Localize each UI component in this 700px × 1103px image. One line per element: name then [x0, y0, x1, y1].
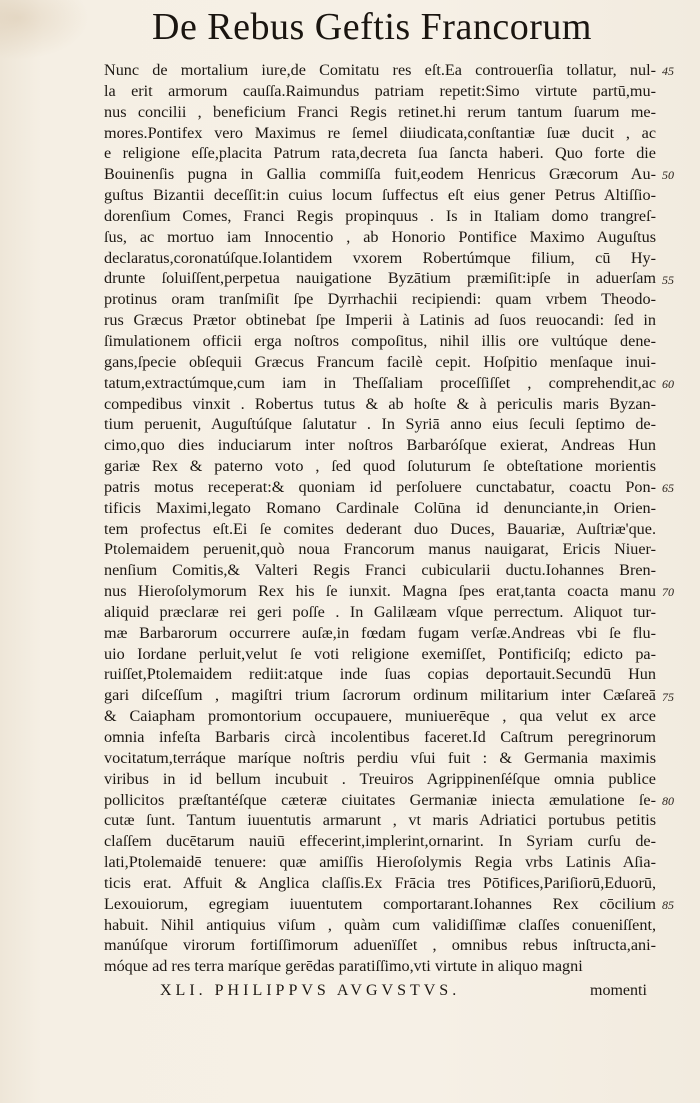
signature-mark: XLI. PHILIPPVS AVGVSTVS.	[160, 982, 461, 999]
text-line: Lexouiorum, egregiam iuuentutem comportarant.Iohannes Rex cōcilium	[104, 894, 656, 913]
margin-number: 65	[662, 481, 674, 495]
text-line: móque ad res terra maríque gerēdas paratiſſimo,vti virtute in aliquo magni	[104, 957, 583, 976]
margin-number: 85	[662, 898, 674, 912]
margin-number: 70	[662, 585, 674, 600]
text-line: Nunc de mortalium iure,de Comitatu res eſt.Ea controuerſia tollatur, nul-	[104, 61, 656, 79]
margin-number: 50	[662, 168, 674, 183]
text-line: cutæ ſunt. Tantum iuuentutis armarunt , vt maris Adriatici portubus petitis	[104, 811, 656, 830]
text-line: viribus in id bellum incubuit . Treuiros Agrippinenſéſque omnia publice	[104, 769, 656, 788]
margin-number: 75	[662, 689, 674, 704]
text-line: patris motus receperat:& quoniam id perſoluere cunctabatur, coactu Pon-	[104, 477, 656, 496]
margin-number: 80	[662, 793, 674, 808]
text-line: mæ Barbarorum occurrere auſæ,in fœdam fugam verſæ.Andreas vbi ſe flu-	[104, 623, 656, 642]
text-line: gans,ſpecie obſequii Græcus Francum facilè cepit. Hoſpitio menſaque inui-	[104, 352, 656, 371]
running-head: De Rebus Geftis Francorum	[152, 6, 592, 48]
text-line: mores.Pontifex vero Maximus re ſemel diiudicata,conſtantiæ ſuæ ducit , ac	[104, 123, 656, 142]
text-line: cimo,quo dies induciarum inter noſtros Barbaróſque exierat, Andreas Hun	[104, 436, 656, 455]
text-line: nenſium Comitis,& Valteri Regis Franci cubicularii ductu.Iohannes Bren-	[104, 561, 656, 580]
text-line: Bouinenſis pugna in Gallia commiſſa fuit,eodem Henricus Græcorum Au-	[104, 165, 656, 184]
text-line: ſimulationem officii erga noſtros compoſitus, nihil illis ore vultúque dene-	[104, 331, 656, 350]
text-line: drunte ſoluiſſent,perpetua nauigatione Byzātium præmiſit:ipſe in aduerſam	[104, 269, 656, 288]
text-line: dorenſium Comes, Franci Regis propinquus . Is in Italiam domo trangreſ-	[104, 206, 656, 225]
text-line: & Caiapham promontorium occupauere, muniuerēque , qua velut ex arce	[104, 707, 656, 726]
margin-number: 45	[662, 64, 674, 78]
paper-stain	[0, 0, 90, 60]
text-line: tatum,extractúmque,cum iam in Theſſaliam proceſſiſſet , comprehendit,ac	[104, 373, 656, 392]
body-text	[104, 60, 656, 977]
text-line: compedibus vinxit . Robertus tutus & ab hoſte & à periculis maris Byzan-	[104, 394, 656, 413]
text-line: ſus, ac mortuo iam Innocentio , ab Honorio Pontifice Maximo Auguſtus	[104, 227, 656, 246]
text-line: uio Iordane perluit,velut ſe voti religione exemiſſet, Pontificiſq; edicto pa-	[104, 644, 656, 663]
text-line: nus Hieroſolymorum Rex his ſe iunxit. Magna ſpes erat,tanta coacta manu	[104, 582, 656, 601]
text-line: habuit. Nihil antiquius viſum , quàm cum validiſſimæ claſſes conueniſſent,	[104, 915, 656, 934]
text-line: Ptolemaidem peruenit,quò noua Francorum manus nauigarat, Ericis Niuer-	[104, 540, 656, 559]
text-line: tificis Maximi,legato Romano Cardinale Colūna id denunciante,in Orien-	[104, 498, 656, 517]
text-line: guſtus Bizantii deceſſit:in cuius locum ſuffectus eſt eius gener Petrus Altiſſio-	[104, 186, 656, 205]
text-line: omnia infeſta Barbaris circà incolentibus faceret.Id Caſtrum peregrinorum	[104, 728, 656, 746]
text-line: tem profectus eſt.Ei ſe comites dederant duo Duces, Bauariæ, Auſtriæ'que.	[104, 519, 656, 538]
text-line: nus concilii , beneficium Franci Regis retinet.hi rerum tantum ſuarum me-	[104, 102, 656, 121]
text-line: gariæ Rex & paterno voto , ſed quod ſoluturum ſe obteſtatione morientis	[104, 457, 656, 476]
text-line: aliquid præclaræ rei geri poſſe . In Galilæam vſque perrectum. Aliquot tur-	[104, 602, 656, 621]
margin-number: 55	[662, 272, 674, 287]
text-line: claſſem ducētarum nauiū effecerint,implerint,ornarint. In Syriam curſu de-	[104, 832, 656, 851]
text-line: vocitatum,terráque maríque noſtris perdiu vſui fuit : & Germania maximis	[104, 748, 656, 767]
text-line: rus Græcus Prætor obtinebat ſpe Imperii à Latinis ad ſuos reuocandi: ſed in	[104, 311, 656, 330]
text-line: ticis erat. Affuit & Anglica claſſis.Ex Frācia tres Pōtifices,Pariſiorū,Eduorū,	[104, 873, 656, 892]
page-footer	[160, 980, 660, 1002]
text-line: e religione eſſe,placita Patrum rata,decreta ſua ſancta haberi. Quo forte die	[104, 144, 656, 163]
text-line: pollicitos præſtantéſque cæteræ ciuitates Germaniæ iniecta æmulatione ſe-	[104, 790, 656, 809]
text-line: manúſque virorum fortiſſimorum aduenïſſet , omnibus rebus inſtructa,ani-	[104, 936, 656, 955]
catchword: momenti	[590, 982, 647, 999]
margin-number: 60	[662, 376, 674, 391]
text-line: gari diſceſſum , magiſtri trium ſacrorum ordinum militarium inter Cæſareā	[104, 686, 656, 705]
text-line: declaratus,coronatúſque.Iolantidem vxorem Robertúmque filium, cū Hy-	[104, 248, 656, 267]
text-line: protinus oram tranſmiſit ſpe Dyrrhachii recipiendi: quam vrbem Theodo-	[104, 290, 656, 309]
text-line: la erit armorum cauſſa.Raimundus patriam repetit:Simo virtute partū,mu-	[104, 81, 656, 100]
text-line: lati,Ptolemaidē tenuere: quæ amiſſis Hieroſolymis Regia vrbs Latinis Aſia-	[104, 853, 656, 872]
text-line: tium peruenit, Auguſtúſque ſalutatur . In Syriā anno eius ſeculi ſeptimo de-	[104, 415, 656, 434]
text-line: ruiſſet,Ptolemaidem rediit:atque inde ſuas copias deportauit.Secundū Hun	[104, 665, 656, 684]
